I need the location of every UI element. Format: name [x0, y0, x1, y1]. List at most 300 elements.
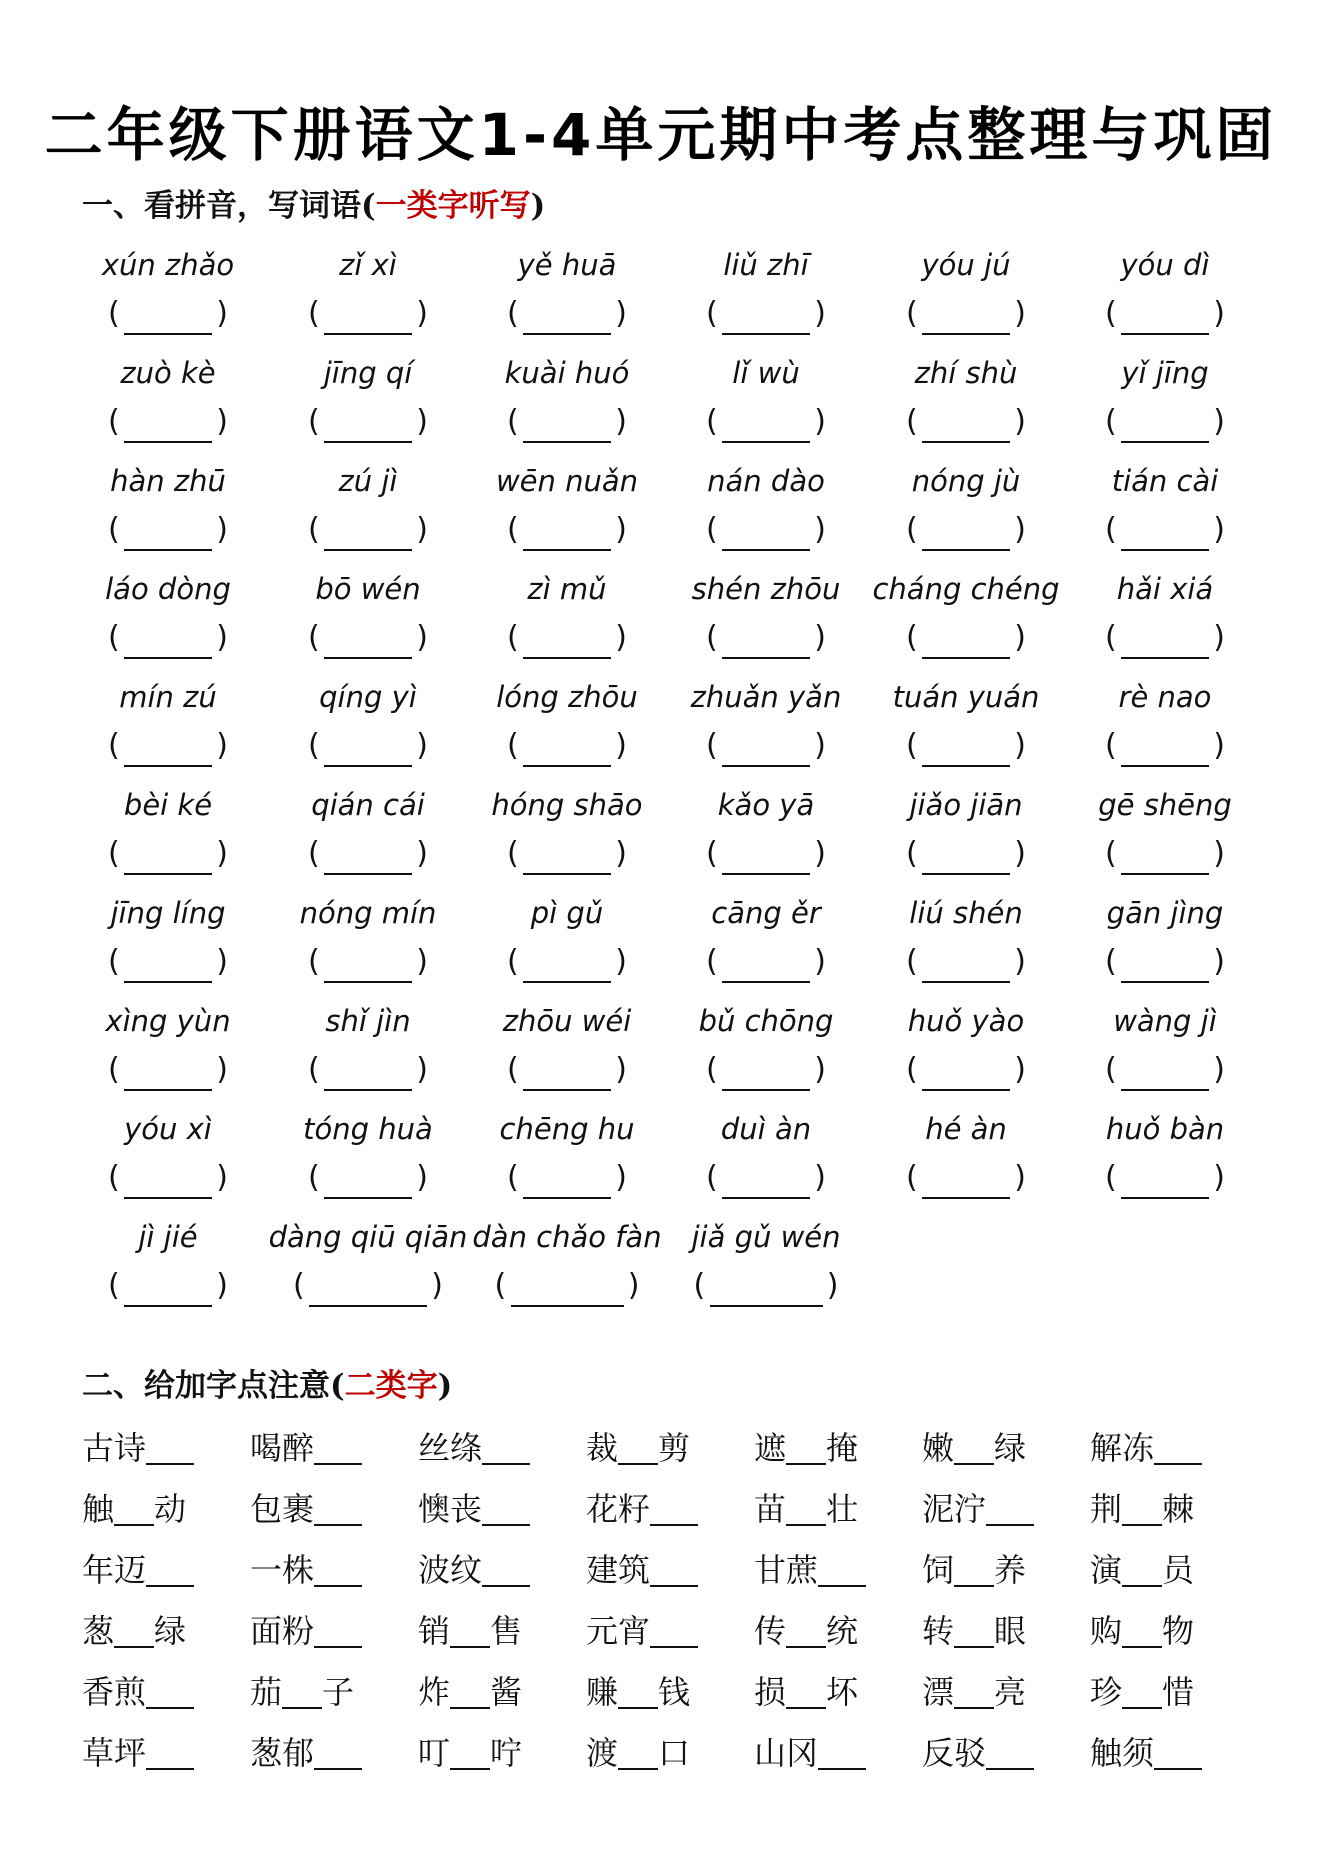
answer-blank[interactable]: [308, 1160, 428, 1200]
answer-blank[interactable]: [954, 1667, 994, 1709]
answer-blank[interactable]: [706, 296, 826, 336]
pinyin-item: [467, 348, 667, 456]
answer-blank[interactable]: [818, 1728, 866, 1770]
answer-blank[interactable]: [786, 1667, 826, 1709]
pinyin-item: [666, 672, 866, 780]
answer-blank[interactable]: [114, 1484, 154, 1526]
character-text: 棘: [1162, 1490, 1195, 1528]
close-paren: ): [814, 620, 826, 655]
answer-line: [722, 981, 810, 983]
answer-blank[interactable]: [482, 1423, 530, 1465]
answer-blank[interactable]: [507, 728, 627, 768]
character-text: 饲: [922, 1551, 955, 1589]
character-item: [82, 1420, 194, 1476]
character-item: [82, 1725, 194, 1781]
answer-line: [124, 873, 212, 875]
pinyin-item: [268, 780, 468, 888]
answer-blank[interactable]: [308, 512, 428, 552]
open-paren: (: [108, 296, 120, 331]
close-paren: ): [216, 620, 228, 655]
answer-blank[interactable]: [293, 1268, 443, 1308]
answer-line: [324, 657, 412, 659]
character-item: [922, 1542, 1026, 1598]
character-item: [82, 1603, 186, 1659]
pinyin-row: [0, 456, 1322, 564]
answer-blank[interactable]: [108, 1268, 228, 1308]
close-paren: ): [416, 836, 428, 871]
character-text: 坏: [826, 1673, 859, 1711]
character-item: [250, 1481, 362, 1537]
pinyin-item: [68, 240, 268, 348]
answer-blank[interactable]: [308, 1052, 428, 1092]
close-paren: ): [615, 404, 627, 439]
answer-blank[interactable]: [282, 1667, 322, 1709]
character-item: [754, 1481, 858, 1537]
pinyin-text: dàn chǎo fàn: [472, 1220, 662, 1254]
open-paren: (: [308, 836, 320, 871]
character-row: [82, 1542, 1252, 1603]
answer-blank[interactable]: [786, 1423, 826, 1465]
pinyin-item: [467, 564, 667, 672]
answer-line: [722, 873, 810, 875]
pinyin-row: [0, 240, 1322, 348]
answer-blank[interactable]: [482, 1545, 530, 1587]
open-paren: (: [308, 728, 320, 763]
character-item: [754, 1420, 858, 1476]
answer-blank[interactable]: [906, 620, 1026, 660]
character-text: 养: [994, 1551, 1027, 1589]
answer-blank[interactable]: [507, 404, 627, 444]
answer-blank[interactable]: [1105, 512, 1225, 552]
pinyin-text: yóu dì: [1120, 248, 1210, 282]
close-paren: ): [1014, 296, 1026, 331]
answer-blank[interactable]: [906, 944, 1026, 984]
pinyin-item: [268, 348, 468, 456]
answer-line: [922, 441, 1010, 443]
open-paren: (: [507, 1160, 519, 1195]
character-row: [82, 1481, 1252, 1542]
character-text: 解冻: [1090, 1429, 1155, 1467]
pinyin-item: [866, 240, 1066, 348]
character-text: 钱: [658, 1673, 691, 1711]
answer-blank[interactable]: [507, 296, 627, 336]
answer-blank[interactable]: [954, 1423, 994, 1465]
open-paren: (: [293, 1268, 305, 1303]
answer-blank[interactable]: [1105, 1052, 1225, 1092]
pinyin-item: [268, 996, 468, 1104]
pinyin-exercise-grid: [0, 240, 1322, 1320]
answer-blank[interactable]: [450, 1667, 490, 1709]
answer-blank[interactable]: [450, 1606, 490, 1648]
open-paren: (: [906, 404, 918, 439]
answer-blank[interactable]: [146, 1423, 194, 1465]
answer-blank[interactable]: [507, 1160, 627, 1200]
character-text: 赚: [586, 1673, 619, 1711]
pinyin-item: [1065, 348, 1265, 456]
pinyin-row: [0, 996, 1322, 1104]
close-paren: ): [814, 404, 826, 439]
pinyin-item: [268, 1212, 468, 1320]
answer-blank[interactable]: [1122, 1606, 1162, 1648]
answer-blank[interactable]: [1122, 1484, 1162, 1526]
open-paren: (: [906, 944, 918, 979]
pinyin-item: [467, 996, 667, 1104]
page-title: 二年级下册语文1-4单元期中考点整理与巩固: [44, 101, 1278, 169]
close-paren: ): [814, 944, 826, 979]
close-paren: ): [1014, 1052, 1026, 1087]
answer-blank[interactable]: [308, 836, 428, 876]
answer-blank[interactable]: [1122, 1545, 1162, 1587]
answer-line: [922, 1197, 1010, 1199]
answer-blank[interactable]: [618, 1667, 658, 1709]
pinyin-text: kǎo yā: [717, 788, 815, 822]
answer-blank[interactable]: [507, 944, 627, 984]
character-text: 花籽: [586, 1490, 651, 1528]
close-paren: ): [1213, 296, 1225, 331]
answer-line: [1121, 981, 1209, 983]
answer-line: [523, 1197, 611, 1199]
answer-blank[interactable]: [906, 296, 1026, 336]
open-paren: (: [108, 512, 120, 547]
character-item: [250, 1664, 354, 1720]
open-paren: (: [308, 296, 320, 331]
open-paren: (: [1105, 1160, 1117, 1195]
answer-blank[interactable]: [314, 1545, 362, 1587]
answer-blank[interactable]: [1105, 836, 1225, 876]
answer-blank[interactable]: [618, 1728, 658, 1770]
section-2-heading-highlight: 二类字: [344, 1368, 438, 1404]
open-paren: (: [507, 944, 519, 979]
answer-line: [1121, 657, 1209, 659]
close-paren: ): [216, 404, 228, 439]
answer-line: [922, 657, 1010, 659]
pinyin-item: [666, 564, 866, 672]
section-1-heading-prefix: 一、看拼音，写词语(: [82, 188, 376, 224]
pinyin-item: [1065, 996, 1265, 1104]
pinyin-item: [666, 780, 866, 888]
answer-blank[interactable]: [706, 728, 826, 768]
character-text: 子: [322, 1673, 355, 1711]
answer-blank[interactable]: [1105, 944, 1225, 984]
character-item: [922, 1664, 1026, 1720]
close-paren: ): [615, 1052, 627, 1087]
character-text: 转: [922, 1612, 955, 1650]
answer-blank[interactable]: [482, 1484, 530, 1526]
character-text: 亮: [994, 1673, 1027, 1711]
open-paren: (: [507, 836, 519, 871]
character-text: 一株: [250, 1551, 315, 1589]
open-paren: (: [906, 836, 918, 871]
pinyin-text: hé àn: [925, 1112, 1007, 1146]
answer-blank[interactable]: [1105, 296, 1225, 336]
answer-blank[interactable]: [1105, 620, 1225, 660]
pinyin-item: [467, 672, 667, 780]
answer-line: [124, 441, 212, 443]
answer-blank[interactable]: [146, 1667, 194, 1709]
answer-line: [922, 981, 1010, 983]
answer-blank[interactable]: [786, 1606, 826, 1648]
close-paren: ): [615, 728, 627, 763]
open-paren: (: [1105, 1052, 1117, 1087]
pinyin-text: huǒ yào: [907, 1004, 1025, 1038]
character-text: 古诗: [82, 1429, 147, 1467]
character-item: [586, 1725, 690, 1781]
open-paren: (: [507, 1052, 519, 1087]
open-paren: (: [706, 728, 718, 763]
character-item: [418, 1603, 522, 1659]
open-paren: (: [706, 620, 718, 655]
section-2-heading: [82, 1360, 452, 1405]
close-paren: ): [216, 296, 228, 331]
pinyin-text: zú jì: [338, 464, 398, 498]
answer-blank[interactable]: [108, 296, 228, 336]
answer-blank[interactable]: [308, 944, 428, 984]
answer-blank[interactable]: [1154, 1728, 1202, 1770]
answer-blank[interactable]: [114, 1606, 154, 1648]
close-paren: ): [416, 296, 428, 331]
answer-blank[interactable]: [314, 1484, 362, 1526]
answer-blank[interactable]: [650, 1606, 698, 1648]
close-paren: ): [615, 836, 627, 871]
pinyin-text: nán dào: [707, 464, 825, 498]
pinyin-item: [68, 1104, 268, 1212]
pinyin-text: zuò kè: [120, 356, 216, 390]
pinyin-text: cāng ěr: [711, 896, 821, 930]
answer-blank[interactable]: [694, 1268, 839, 1308]
close-paren: ): [1213, 512, 1225, 547]
answer-line: [1121, 873, 1209, 875]
answer-blank[interactable]: [906, 1160, 1026, 1200]
open-paren: (: [706, 1052, 718, 1087]
close-paren: ): [216, 944, 228, 979]
close-paren: ): [1014, 620, 1026, 655]
answer-line: [1121, 765, 1209, 767]
answer-blank[interactable]: [650, 1484, 698, 1526]
answer-line: [309, 1305, 427, 1307]
close-paren: ): [615, 512, 627, 547]
pinyin-item: [1065, 564, 1265, 672]
pinyin-item: [68, 1212, 268, 1320]
pinyin-text: tóng huà: [303, 1112, 433, 1146]
answer-blank[interactable]: [906, 836, 1026, 876]
answer-blank[interactable]: [108, 512, 228, 552]
open-paren: (: [494, 1268, 507, 1303]
answer-line: [324, 549, 412, 551]
close-paren: ): [615, 944, 627, 979]
answer-blank[interactable]: [507, 1052, 627, 1092]
answer-blank[interactable]: [818, 1545, 866, 1587]
close-paren: ): [627, 1268, 640, 1303]
answer-blank[interactable]: [706, 1052, 826, 1092]
pinyin-text: xìng yùn: [105, 1004, 231, 1038]
pinyin-text: jì jié: [138, 1220, 198, 1254]
open-paren: (: [1105, 836, 1117, 871]
answer-line: [124, 981, 212, 983]
character-text: 咛: [490, 1734, 523, 1772]
answer-blank[interactable]: [495, 1268, 640, 1308]
close-paren: ): [416, 620, 428, 655]
open-paren: (: [1105, 404, 1117, 439]
answer-blank[interactable]: [146, 1545, 194, 1587]
answer-blank[interactable]: [1122, 1667, 1162, 1709]
character-item: [586, 1542, 698, 1598]
character-text: 珍: [1090, 1673, 1123, 1711]
answer-blank[interactable]: [1154, 1423, 1202, 1465]
pinyin-row: [0, 888, 1322, 996]
answer-blank[interactable]: [314, 1728, 362, 1770]
pinyin-item: [866, 1104, 1066, 1212]
close-paren: ): [216, 728, 228, 763]
answer-blank[interactable]: [906, 1052, 1026, 1092]
pinyin-item: [666, 1104, 866, 1212]
character-text: 叮: [418, 1734, 451, 1772]
answer-line: [124, 765, 212, 767]
character-text: 建筑: [586, 1551, 651, 1589]
close-paren: ): [615, 296, 627, 331]
close-paren: ): [216, 836, 228, 871]
character-text: 葱郁: [250, 1734, 315, 1772]
answer-blank[interactable]: [706, 836, 826, 876]
character-item: [82, 1481, 186, 1537]
character-item: [922, 1481, 1034, 1537]
pinyin-row: [0, 348, 1322, 456]
pinyin-item: [866, 672, 1066, 780]
open-paren: (: [308, 944, 320, 979]
character-text: 损: [754, 1673, 787, 1711]
answer-blank[interactable]: [108, 620, 228, 660]
answer-blank[interactable]: [108, 1052, 228, 1092]
answer-blank[interactable]: [1105, 1160, 1225, 1200]
answer-line: [722, 1197, 810, 1199]
character-text: 眼: [994, 1612, 1027, 1650]
answer-blank[interactable]: [954, 1606, 994, 1648]
open-paren: (: [108, 404, 120, 439]
answer-line: [324, 1089, 412, 1091]
open-paren: (: [108, 1160, 120, 1195]
pinyin-row: [0, 564, 1322, 672]
character-item: [1090, 1664, 1194, 1720]
answer-line: [124, 657, 212, 659]
answer-blank[interactable]: [906, 728, 1026, 768]
answer-blank[interactable]: [308, 404, 428, 444]
open-paren: (: [507, 620, 519, 655]
open-paren: (: [706, 404, 718, 439]
character-text: 绿: [994, 1429, 1027, 1467]
answer-blank[interactable]: [108, 1160, 228, 1200]
character-text: 泥泞: [922, 1490, 987, 1528]
answer-blank[interactable]: [507, 512, 627, 552]
close-paren: ): [615, 1160, 627, 1195]
answer-blank[interactable]: [986, 1484, 1034, 1526]
answer-line: [124, 549, 212, 551]
character-item: [922, 1420, 1026, 1476]
character-item: [586, 1481, 698, 1537]
character-text: 动: [154, 1490, 187, 1528]
answer-blank[interactable]: [507, 620, 627, 660]
answer-blank[interactable]: [650, 1545, 698, 1587]
answer-blank[interactable]: [706, 944, 826, 984]
answer-blank[interactable]: [906, 512, 1026, 552]
pinyin-item: [866, 348, 1066, 456]
close-paren: ): [416, 1052, 428, 1087]
pinyin-text: huǒ bàn: [1105, 1112, 1225, 1146]
answer-blank[interactable]: [314, 1423, 362, 1465]
answer-line: [722, 657, 810, 659]
pinyin-text: bō wén: [315, 572, 421, 606]
pinyin-text: yóu xì: [124, 1112, 212, 1146]
pinyin-item: [268, 564, 468, 672]
answer-blank[interactable]: [706, 512, 826, 552]
answer-blank[interactable]: [1105, 728, 1225, 768]
character-text: 嫩: [922, 1429, 955, 1467]
answer-blank[interactable]: [906, 404, 1026, 444]
answer-blank[interactable]: [308, 620, 428, 660]
pinyin-item: [866, 564, 1066, 672]
answer-blank[interactable]: [706, 1160, 826, 1200]
open-paren: (: [906, 1160, 918, 1195]
answer-blank[interactable]: [986, 1728, 1034, 1770]
answer-blank[interactable]: [308, 728, 428, 768]
character-item: [754, 1664, 858, 1720]
answer-blank[interactable]: [108, 728, 228, 768]
pinyin-text: bèi ké: [123, 788, 213, 822]
answer-line: [124, 1305, 212, 1307]
answer-blank[interactable]: [108, 944, 228, 984]
close-paren: ): [1213, 1160, 1225, 1195]
character-text: 售: [490, 1612, 523, 1650]
pinyin-text: zhōu wéi: [502, 1004, 632, 1038]
answer-line: [922, 549, 1010, 551]
close-paren: ): [1014, 728, 1026, 763]
character-text: 绿: [154, 1612, 187, 1650]
pinyin-text: wàng jì: [1113, 1004, 1217, 1038]
character-text: 演: [1090, 1551, 1123, 1589]
answer-blank[interactable]: [450, 1728, 490, 1770]
answer-blank[interactable]: [507, 836, 627, 876]
close-paren: ): [814, 1052, 826, 1087]
answer-blank[interactable]: [1105, 404, 1225, 444]
answer-blank[interactable]: [618, 1423, 658, 1465]
character-item: [250, 1603, 362, 1659]
answer-blank[interactable]: [954, 1545, 994, 1587]
answer-blank[interactable]: [706, 404, 826, 444]
answer-blank[interactable]: [308, 296, 428, 336]
character-text: 葱: [82, 1612, 115, 1650]
character-item: [418, 1420, 530, 1476]
character-row: [82, 1603, 1252, 1664]
character-text: 丝绦: [418, 1429, 483, 1467]
pinyin-item: [268, 888, 468, 996]
open-paren: (: [1105, 620, 1117, 655]
answer-blank[interactable]: [786, 1484, 826, 1526]
character-item: [1090, 1542, 1194, 1598]
open-paren: (: [108, 1268, 120, 1303]
answer-line: [523, 873, 611, 875]
answer-blank[interactable]: [706, 620, 826, 660]
pinyin-text: shǐ jìn: [325, 1004, 411, 1038]
answer-blank[interactable]: [108, 836, 228, 876]
pinyin-item: [1065, 240, 1265, 348]
pinyin-item: [866, 780, 1066, 888]
pinyin-text: xún zhǎo: [101, 248, 235, 282]
answer-blank[interactable]: [108, 404, 228, 444]
answer-line: [523, 1089, 611, 1091]
close-paren: ): [416, 1160, 428, 1195]
answer-blank[interactable]: [314, 1606, 362, 1648]
pinyin-item: [666, 888, 866, 996]
answer-blank[interactable]: [146, 1728, 194, 1770]
answer-line: [722, 333, 810, 335]
